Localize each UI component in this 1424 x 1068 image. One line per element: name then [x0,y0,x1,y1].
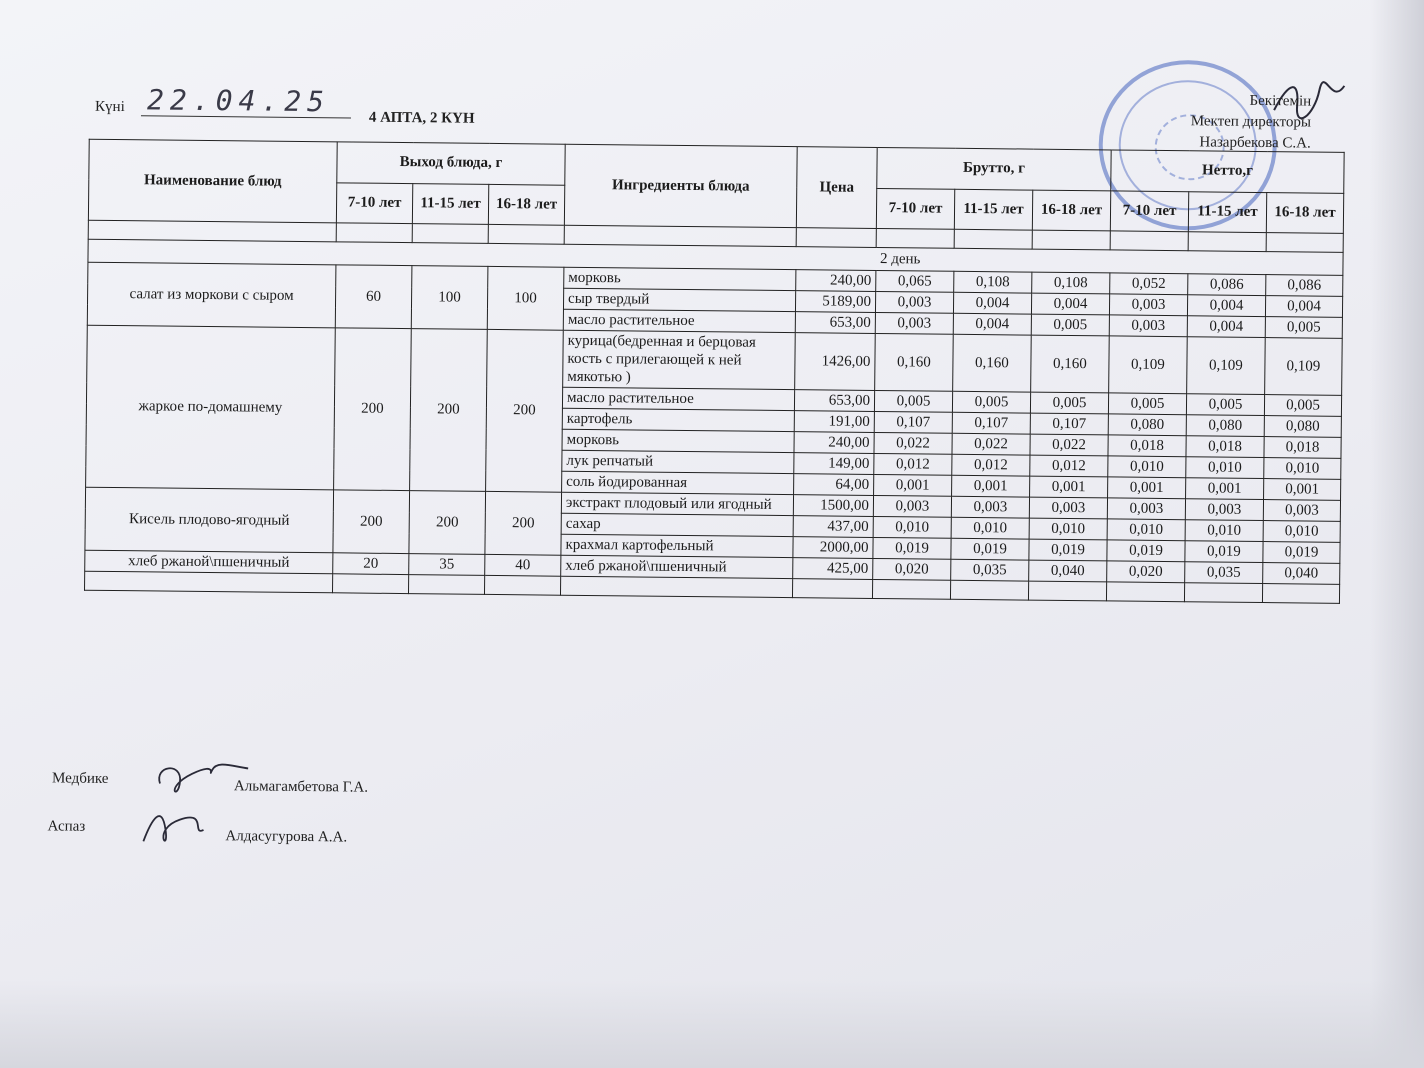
approval-block [1190,90,1311,154]
brutto-age-1: 7-10 лет [876,188,954,229]
brutto-age-2: 11-15 лет [954,189,1032,230]
ingredient-name: крахмал картофельный [561,534,793,557]
netto-value: 0,010 [1186,457,1264,479]
output-value: 20 [333,553,409,575]
netto-value: 0,019 [1263,542,1340,564]
netto-value: 0,019 [1185,541,1263,563]
netto-value: 0,004 [1187,316,1265,338]
netto-value: 0,052 [1110,273,1188,295]
netto-value: 0,004 [1265,296,1342,318]
netto-value: 0,010 [1107,519,1185,541]
netto-value: 0,010 [1264,458,1341,480]
col-ingredients-header: Ингредиенты блюда [564,144,797,227]
netto-value: 0,019 [1107,540,1185,562]
brutto-value: 0,005 [874,390,952,412]
netto-value: 0,003 [1263,500,1340,522]
netto-age-2: 11-15 лет [1188,191,1266,232]
ingredient-name: лук репчатый [562,450,794,473]
output-value: 200 [334,328,412,491]
col-brutto-header: Брутто, г [877,147,1111,190]
cook-role: Аспаз [47,818,86,835]
brutto-value: 0,065 [876,270,954,292]
paper-edge-shadow [1370,0,1424,1068]
netto-value: 0,109 [1187,337,1266,395]
ingredient-price: 653,00 [795,312,875,334]
ingredient-price: 240,00 [794,432,874,454]
brutto-value: 0,003 [951,496,1029,518]
menu-table [84,139,1345,604]
dish-name: салат из моркови с сыром [87,262,336,328]
brutto-value: 0,004 [953,292,1031,314]
col-output-header: Выход блюда, г [337,142,565,185]
netto-value: 0,003 [1109,294,1187,316]
netto-value: 0,086 [1188,274,1266,296]
brutto-value: 0,004 [953,313,1031,335]
ingredient-name: масло растительное [563,309,795,332]
brutto-value: 0,010 [1029,518,1107,540]
ingredient-name: соль йодированная [562,471,794,494]
ingredient-name: морковь [564,267,796,290]
brutto-value: 0,020 [873,558,951,580]
day-label: 2 день [876,247,1343,275]
brutto-value: 0,004 [1031,293,1109,315]
brutto-value: 0,003 [875,291,953,313]
netto-value: 0,010 [1108,456,1186,478]
brutto-value: 0,022 [952,433,1030,455]
output-value: 200 [410,329,488,492]
netto-value: 0,109 [1109,336,1188,394]
netto-value: 0,018 [1108,435,1186,457]
brutto-value: 0,001 [952,475,1030,497]
netto-value: 0,018 [1186,436,1264,458]
brutto-value: 0,003 [875,312,953,334]
netto-value: 0,018 [1264,437,1341,459]
ingredient-price: 240,00 [796,270,876,292]
ingredient-price: 5189,00 [795,291,875,313]
brutto-value: 0,005 [952,391,1030,413]
ingredient-price: 425,00 [793,558,873,580]
ingredient-price: 653,00 [794,390,874,412]
brutto-value: 0,160 [1031,335,1110,393]
brutto-value: 0,001 [1030,476,1108,498]
ingredient-price: 191,00 [794,411,874,433]
ingredient-name: хлеб ржаной\пшеничный [561,555,793,578]
netto-value: 0,080 [1108,414,1186,436]
output-value: 100 [411,266,488,330]
ingredient-name: морковь [562,429,794,452]
netto-value: 0,003 [1107,498,1185,520]
brutto-value: 0,012 [1030,455,1108,477]
netto-value: 0,010 [1263,521,1340,543]
output-value: 200 [333,490,410,554]
brutto-value: 0,019 [1029,539,1107,561]
dish-name: хлеб ржаной\пшеничный [85,550,333,574]
menu-page [11,18,1360,872]
cook-signature [131,799,212,850]
ingredient-name: экстракт плодовый или ягодный [561,492,793,515]
col-dish-header: Наименование блюд [88,139,337,223]
cook-name: Алдасугурова А.А. [225,828,348,846]
ingredient-price: 1500,00 [793,495,873,517]
netto-value: 0,035 [1185,562,1263,584]
brutto-value: 0,010 [951,517,1029,539]
output-value: 200 [409,491,486,555]
output-value: 35 [409,554,485,576]
date-value: 22.04.25 [146,83,331,119]
bottom-shadow [0,980,1424,1068]
brutto-value: 0,107 [1030,413,1108,435]
output-value: 200 [486,329,564,492]
brutto-value: 0,107 [952,412,1030,434]
date-label: Күні [94,98,125,116]
brutto-value: 0,035 [951,559,1029,581]
netto-value: 0,003 [1109,315,1187,337]
output-value: 100 [487,266,564,330]
netto-value: 0,004 [1187,295,1265,317]
output-age-3: 16-18 лет [488,184,564,225]
brutto-value: 0,005 [1031,314,1109,336]
approve-role: Мектеп директоры [1190,113,1312,131]
netto-value: 0,005 [1186,394,1264,416]
brutto-value: 0,107 [874,411,952,433]
ingredient-name: картофель [562,408,794,431]
ingredient-name: сыр твердый [563,288,795,311]
col-price-header: Цена [796,147,877,229]
netto-value: 0,001 [1108,477,1186,499]
brutto-value: 0,019 [873,537,951,559]
nurse-name: Альмагамбетова Г.А. [233,778,369,796]
brutto-value: 0,040 [1029,560,1107,582]
netto-value: 0,080 [1186,415,1264,437]
col-netto-header: Нетто,г [1111,150,1344,193]
netto-value: 0,109 [1265,338,1343,396]
netto-value: 0,010 [1185,520,1263,542]
netto-value: 0,080 [1264,416,1341,438]
netto-value: 0,040 [1263,563,1340,585]
netto-value: 0,020 [1107,561,1185,583]
brutto-value: 0,010 [873,516,951,538]
netto-value: 0,001 [1186,478,1264,500]
table-row [87,325,1343,395]
ingredient-name: сахар [561,513,793,536]
nurse-role: Медбике [51,770,109,787]
ingredient-price: 64,00 [794,474,874,496]
netto-value: 0,005 [1108,393,1186,415]
approve-title: Бекітемін [1249,92,1312,110]
output-value: 200 [485,491,562,555]
netto-age-1: 7-10 лет [1110,190,1188,231]
week-day-label: 4 АПТА, 2 КҮН [368,109,475,127]
brutto-value: 0,005 [1030,392,1108,414]
ingredient-price: 437,00 [793,516,873,538]
brutto-value: 0,003 [873,495,951,517]
brutto-value: 0,022 [1030,434,1108,456]
ingredient-price: 149,00 [794,453,874,475]
dish-name: жаркое по-домашнему [86,325,336,490]
ingredient-price: 1426,00 [795,333,876,391]
brutto-value: 0,001 [874,474,952,496]
netto-value: 0,086 [1266,275,1343,297]
output-value: 60 [335,265,412,329]
netto-value: 0,005 [1264,395,1341,417]
ingredient-name: масло растительное [562,387,794,410]
output-value: 40 [485,554,561,576]
netto-value: 0,001 [1264,479,1341,501]
brutto-age-3: 16-18 лет [1032,190,1110,231]
ingredient-price: 2000,00 [793,537,873,559]
brutto-value: 0,108 [954,271,1032,293]
brutto-value: 0,012 [874,453,952,475]
brutto-value: 0,022 [874,432,952,454]
ingredient-name: курица(бедренная и берцовая кость с прилегающей к ней мякотью ) [563,330,796,389]
output-age-2: 11-15 лет [412,183,488,224]
brutto-value: 0,160 [875,333,954,391]
brutto-value: 0,003 [1029,497,1107,519]
dish-name: Кисель плодово-ягодный [85,487,334,553]
output-age-1: 7-10 лет [336,182,412,223]
brutto-value: 0,019 [951,538,1029,560]
netto-age-3: 16-18 лет [1266,192,1343,233]
netto-value: 0,003 [1185,499,1263,521]
brutto-value: 0,012 [952,454,1030,476]
approve-name: Назарбекова С.А. [1199,134,1311,152]
netto-value: 0,005 [1265,317,1342,339]
brutto-value: 0,160 [953,334,1032,392]
brutto-value: 0,108 [1032,272,1110,294]
